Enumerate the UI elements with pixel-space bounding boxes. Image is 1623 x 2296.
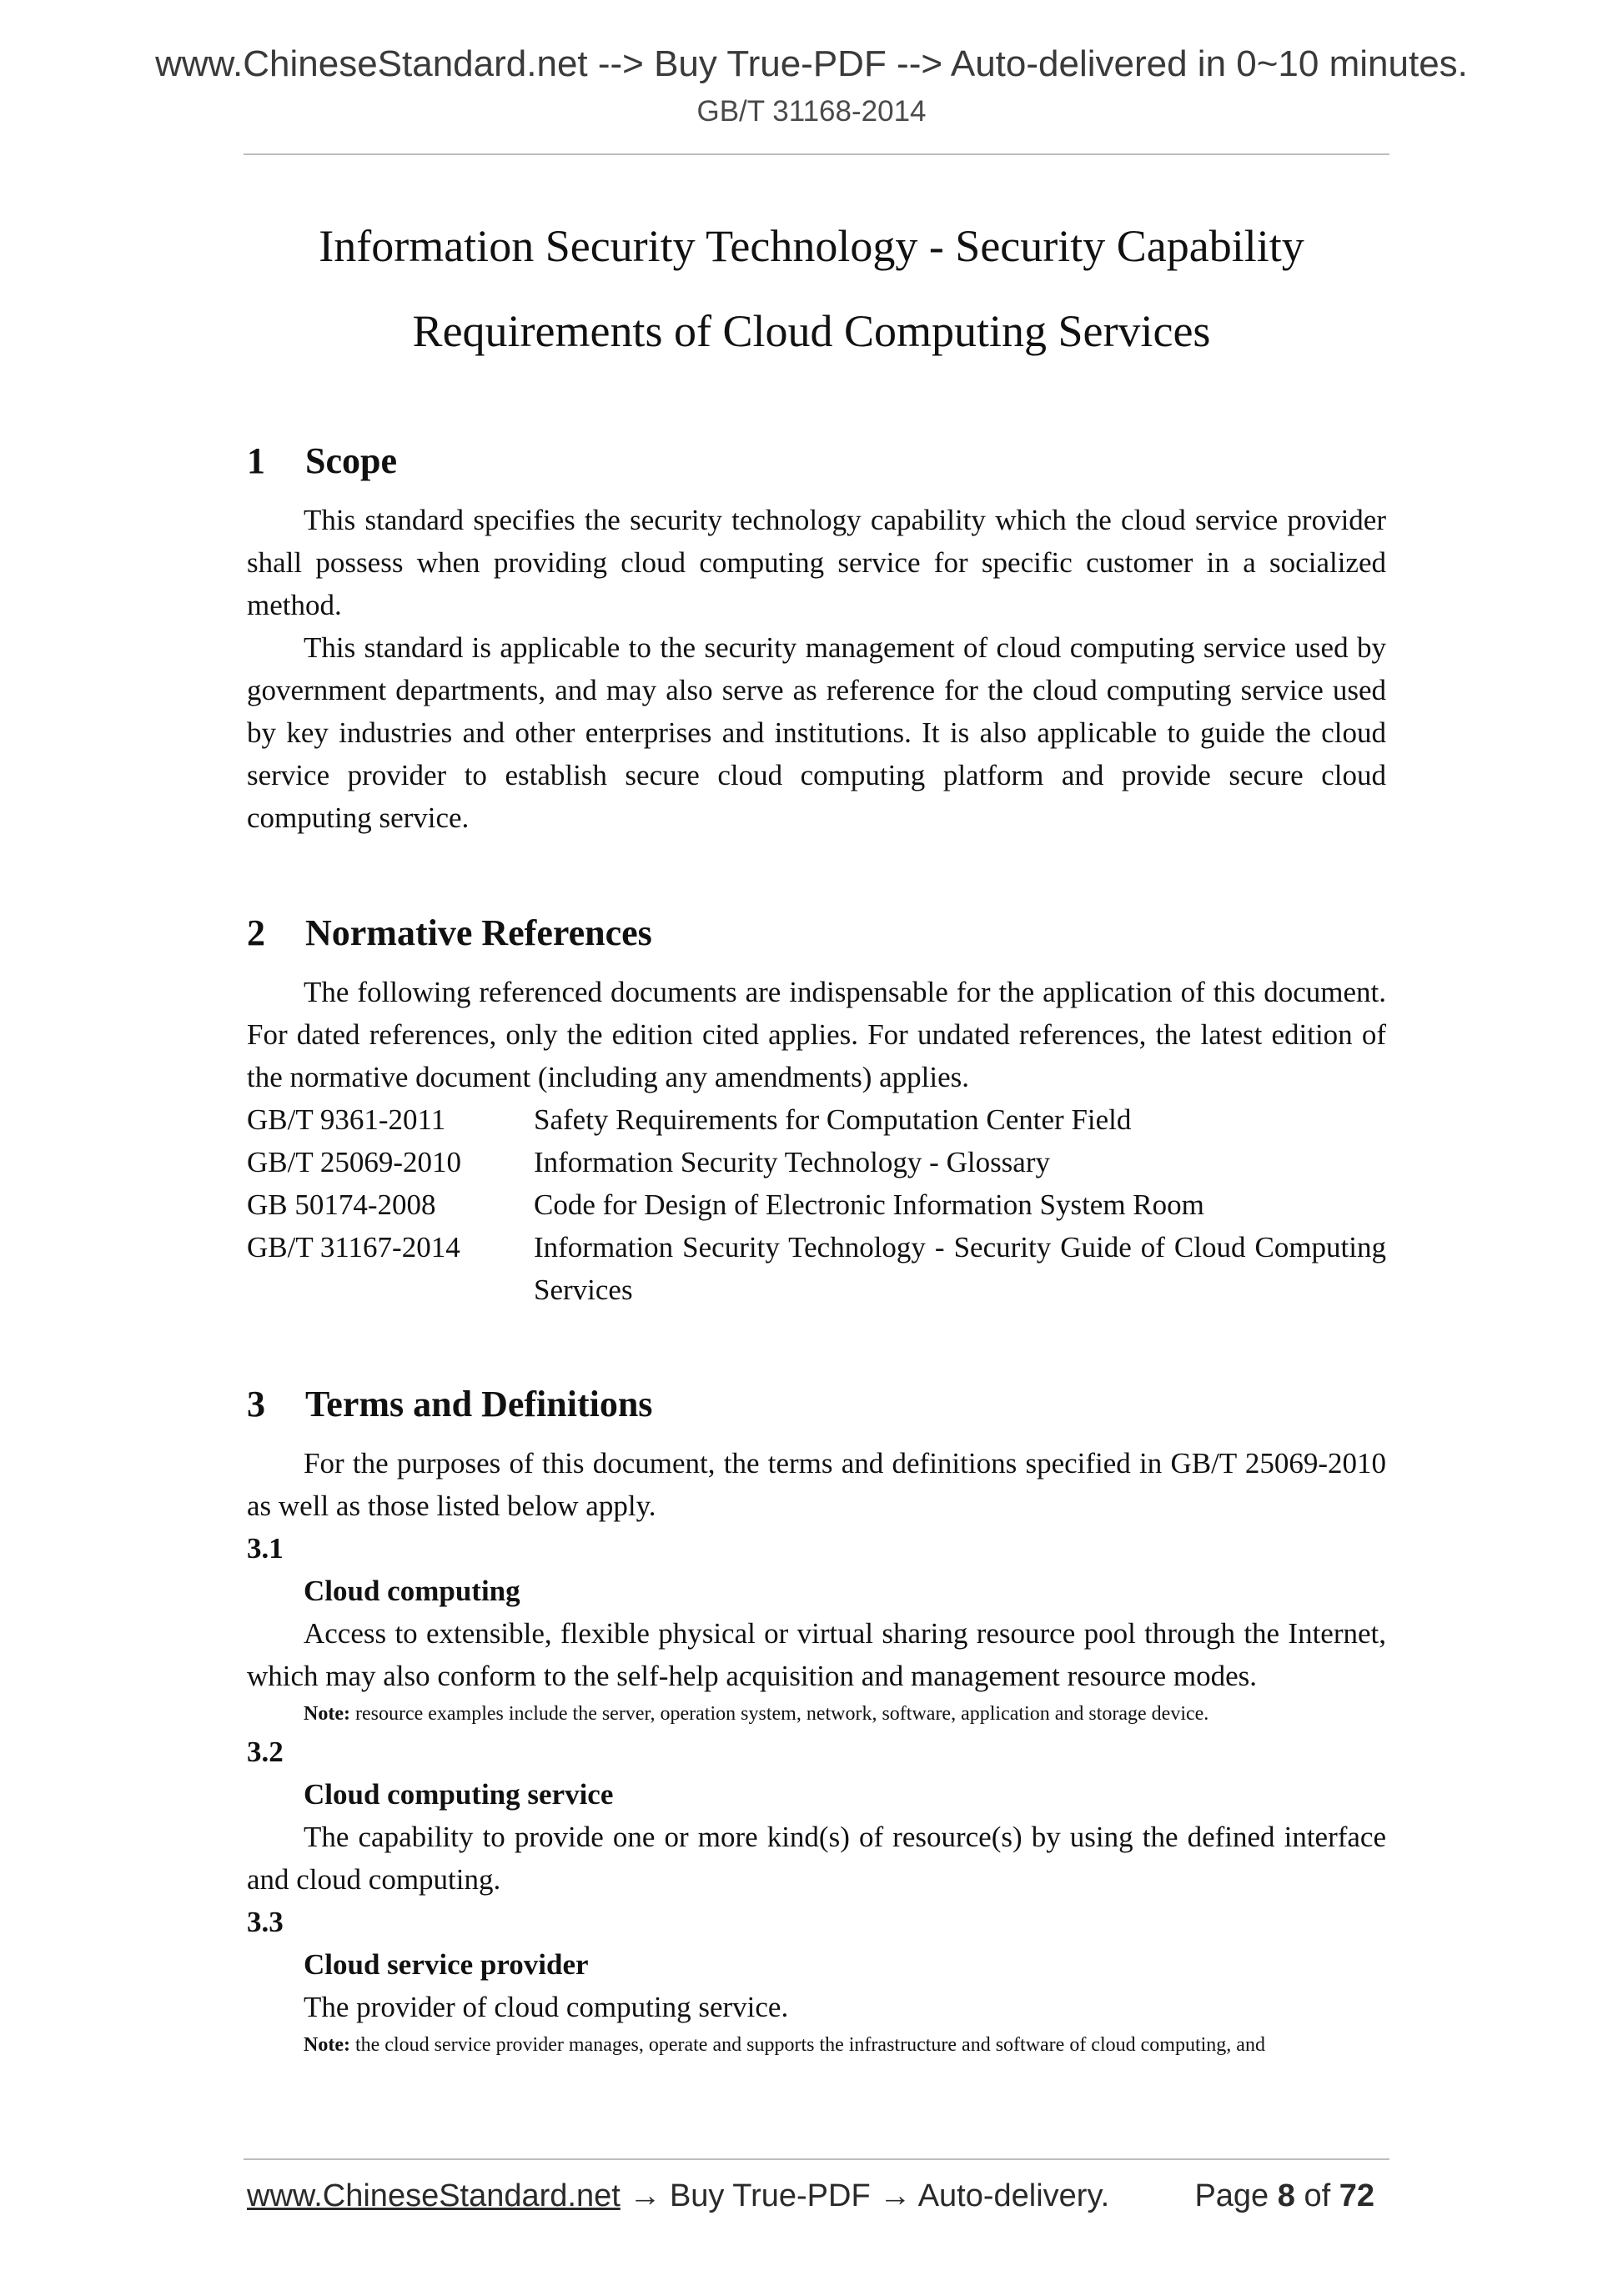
term-note: [247, 1697, 1386, 1731]
reference-title: Safety Requirements for Computation Center Field: [534, 1103, 1132, 1136]
footer: [247, 2178, 1386, 2214]
reference-row: [247, 1226, 1386, 1311]
reference-code: GB/T 31167-2014: [247, 1231, 460, 1264]
header-divider: [244, 153, 1389, 155]
reference-row: [247, 1098, 1386, 1141]
note-text: resource examples include the server, operation system, network, software, application and storage device.: [354, 1703, 1209, 1725]
document-title-line-1: Information Security Technology - Security Capability: [319, 221, 1304, 271]
header-banner[interactable]: www.ChineseStandard.net --> Buy True-PDF --> Auto-delivered in 0~10 minutes.: [155, 43, 1468, 84]
reference-code: GB 50174-2008: [247, 1188, 436, 1221]
term-number: 3.3: [247, 1906, 284, 1938]
note-label: Note:: [304, 1703, 350, 1725]
paragraph: This standard specifies the security technology capability which the cloud service provider shall possess when providing cloud computing service for specific customer in a socialized method.: [247, 504, 1386, 621]
section-normative-references: [247, 912, 1386, 1311]
term-number: 3.1: [247, 1532, 284, 1565]
section-terms-and-definitions: [247, 1383, 1386, 2062]
reference-title: Information Security Technology - Glossary: [534, 1146, 1050, 1178]
page-total: 72: [1339, 2178, 1374, 2213]
term-title: Cloud computing: [304, 1575, 520, 1607]
term-definition: The capability to provide one or more kind(s) of resource(s) by using the defined interface and cloud computing.: [247, 1821, 1386, 1896]
of-label: of: [1304, 2178, 1331, 2213]
page-label: Page: [1194, 2178, 1269, 2213]
term-definition: Access to extensible, flexible physical or virtual sharing resource pool through the Internet, which may also conform to the self-help acquisition and management resource modes.: [247, 1617, 1386, 1692]
section-heading: [247, 1383, 1386, 1425]
section-title: Normative References: [305, 912, 652, 953]
section-title: Terms and Definitions: [305, 1384, 653, 1424]
page-number: 8: [1277, 2178, 1295, 2213]
reference-title: Information Security Technology - Security Guide of Cloud Computing Services: [534, 1231, 1386, 1306]
term-title: Cloud computing service: [304, 1778, 614, 1811]
note-text: the cloud service provider manages, operate and supports the infrastructure and software of cloud computing, and: [354, 2034, 1265, 2056]
section-scope: [247, 440, 1386, 839]
document-code: GB/T 31168-2014: [696, 95, 927, 128]
section-heading: [247, 440, 1386, 482]
footer-text: → Buy True-PDF → Auto-delivery.: [620, 2178, 1110, 2213]
term-note: [247, 2028, 1386, 2062]
reference-title: Code for Design of Electronic Information System Room: [534, 1188, 1204, 1221]
term-definition: The provider of cloud computing service.: [304, 1991, 789, 2023]
note-label: Note:: [304, 2034, 350, 2056]
term-number: 3.2: [247, 1736, 284, 1768]
term-title: Cloud service provider: [304, 1948, 589, 1981]
section-number: 3: [247, 1384, 265, 1424]
footer-divider: [244, 2158, 1389, 2160]
reference-row: [247, 1183, 1386, 1226]
page-indicator: [1194, 2178, 1374, 2214]
reference-code: GB/T 9361-2011: [247, 1103, 446, 1136]
section-heading: [247, 912, 1386, 954]
footer-link[interactable]: www.ChineseStandard.net: [247, 2178, 621, 2213]
document-title-line-2: Requirements of Cloud Computing Services: [412, 306, 1211, 356]
reference-row: [247, 1141, 1386, 1183]
section-number: 1: [247, 440, 265, 481]
reference-code: GB/T 25069-2010: [247, 1146, 461, 1178]
paragraph: The following referenced documents are indispensable for the application of this document. For dated references, only the edition cited applies. For undated references, the latest edition of the normative document (including any amendments) applies.: [247, 976, 1386, 1093]
paragraph: For the purposes of this document, the terms and definitions specified in GB/T 25069-2010 as well as those listed below apply.: [247, 1447, 1386, 1522]
section-number: 2: [247, 912, 265, 953]
paragraph: This standard is applicable to the security management of cloud computing service used by government departments, and may also serve as reference for the cloud computing service used by key industries and other enterprises and institutions. It is also applicable to guide the cloud service provider to establish secure cloud computing platform and provide secure cloud computing service.: [247, 631, 1386, 834]
section-title: Scope: [305, 440, 397, 481]
